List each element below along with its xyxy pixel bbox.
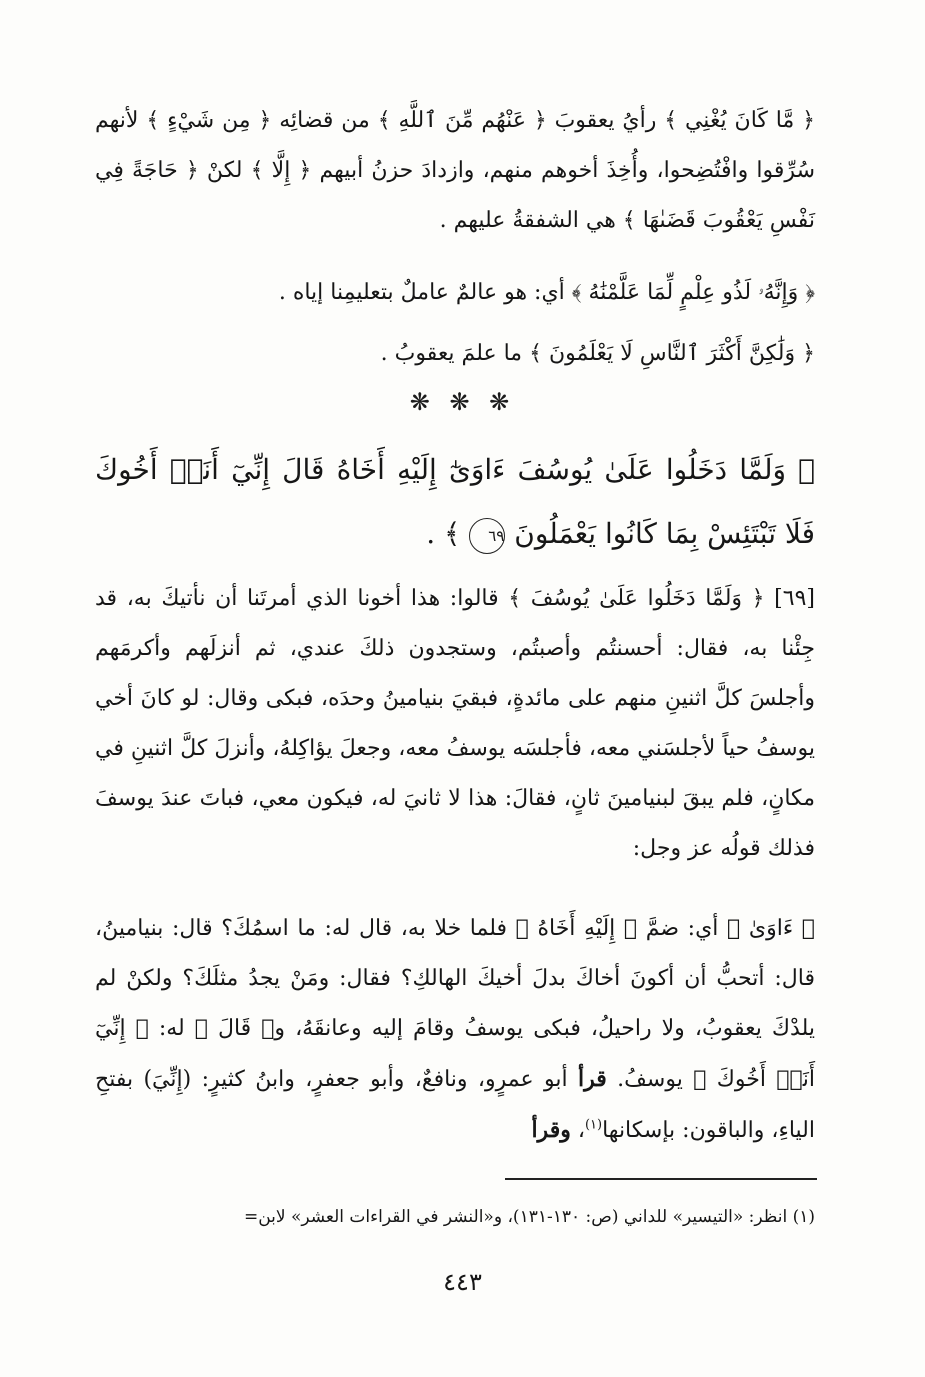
paragraph-5-readings: أبو عمرٍو، ونافعٌ، وأبو جعفرٍ، وابنُ كثيرٍ: (إِنِّيَ) بفتحِ الياءِ، والباقون: بإسكانها [95,1067,815,1143]
footnote-ref-1[interactable]: (١) [584,1117,603,1133]
commentary-paragraph-2: ﴿ وَإِنَّهُۥ لَذُو عِلْمٍ لِّمَا عَلَّمْنَٰهُ ﴾ أي: هو عالمٌ عاملٌ بتعليمِنا إياه . [278,280,815,305]
verse-text: ﴿ وَلَمَّا دَخَلُوا عَلَىٰ يُوسُفَ ءَاوَىٰٓ إِلَيْهِ أَخَاهُ قَالَ إِنِّيٓ أَنَا۠ أَخُوكَ فَلَا تَبْتَئِسْ بِمَا كَانُوا يَعْمَلُونَ [95,453,815,550]
waqara-keyword: وقرأ [531,1117,571,1143]
commentary-paragraph-5 [95,904,815,1156]
quran-verse-69 [95,438,815,566]
paragraph-5-text: ﴿ ءَاوَىٰ ﴾ أي: ضمَّ ﴿ إِلَيْهِ أَخَاهُ ﴾ فلما خلا به، قال له: ما اسمُكَ؟ قال: بنيامينُ، قال: أتحبُّ أن أكونَ أخاكَ بدلَ أخيكَ الهالكِ؟ فقال: ومَنْ يجدُ مثلَكَ؟ ولكنْ لم يلدْكَ يعقوبُ، ولا راحيلُ، فبكى يوسفُ وقامَ إليه وعانقَهُ، و﴿ قَالَ ﴾ له: ﴿ إِنِّيٓ أَنَا۠ أَخُوكَ ﴾ يوسفُ. [95,916,815,1092]
paragraph-5-comma: ، [577,1118,585,1143]
footnote-1: (١) انظر: «التيسير» للداني (ص: ١٣٠-١٣١)، و«النشر في القراءات العشر» لابن= [243,1207,815,1227]
qara-keyword: قرأ [577,1066,607,1092]
section-separator: ❋ ❋ ❋ [409,388,516,416]
verse-number-medallion [469,518,505,554]
commentary-paragraph-3: ﴿ وَلَٰكِنَّ أَكْثَرَ ٱلنَّاسِ لَا يَعْلَمُونَ ﴾ ما علمَ يعقوبُ . [380,341,815,366]
commentary-paragraph-4: [٦٩] ﴿ وَلَمَّا دَخَلُوا عَلَىٰ يُوسُفَ ﴾ قالوا: هذا أخونا الذي أمرتَنا أن نأتيكَ به، قد جِئْنا به، فقال: أحسنتُم وأصبتُم، وستجدون ذلكَ عندي، ثم أنزلَهم وأكرمَهم وأجلسَ كلَّ اثنينِ منهم على مائدةٍ، فبقيَ بنيامينُ وحدَه، فبكى وقال: لو كانَ أخي يوسفُ حياً لأجلسَني معه، فأجلسَه يوسفُ معه، وجعلَ يؤاكِلهُ، وأنزلَ كلَّ اثنينِ في مكانٍ، فلم يبقَ لبنيامينَ ثانٍ، فقالَ: هذا لا ثانيَ له، فيكون معي، فباتَ عندَ يوسفَ فذلك قولُه عز وجل: [95,586,815,861]
footnote-divider [505,1178,817,1180]
verse-number: ٦٩ [488,526,505,545]
verse-end: ﴾ . [426,517,461,550]
page-number: ٤٤٣ [443,1268,482,1296]
commentary-paragraph-1: ﴿ مَّا كَانَ يُغْنِي ﴾ رأيُ يعقوبَ ﴿ عَنْهُم مِّنَ ٱللَّهِ ﴾ من قضائِه ﴿ مِن شَيْءٍ ﴾ لأنهم سُرِّقوا وافْتُضِحوا، وأُخِذَ أخوهم منهم، وازدادَ حزنُ أبيهم ﴿ إِلَّا ﴾ لكنْ ﴿ حَاجَةً فِي نَفْسِ يَعْقُوبَ قَضَىٰهَا ﴾ هي الشفقةُ عليهم . [95,108,815,233]
